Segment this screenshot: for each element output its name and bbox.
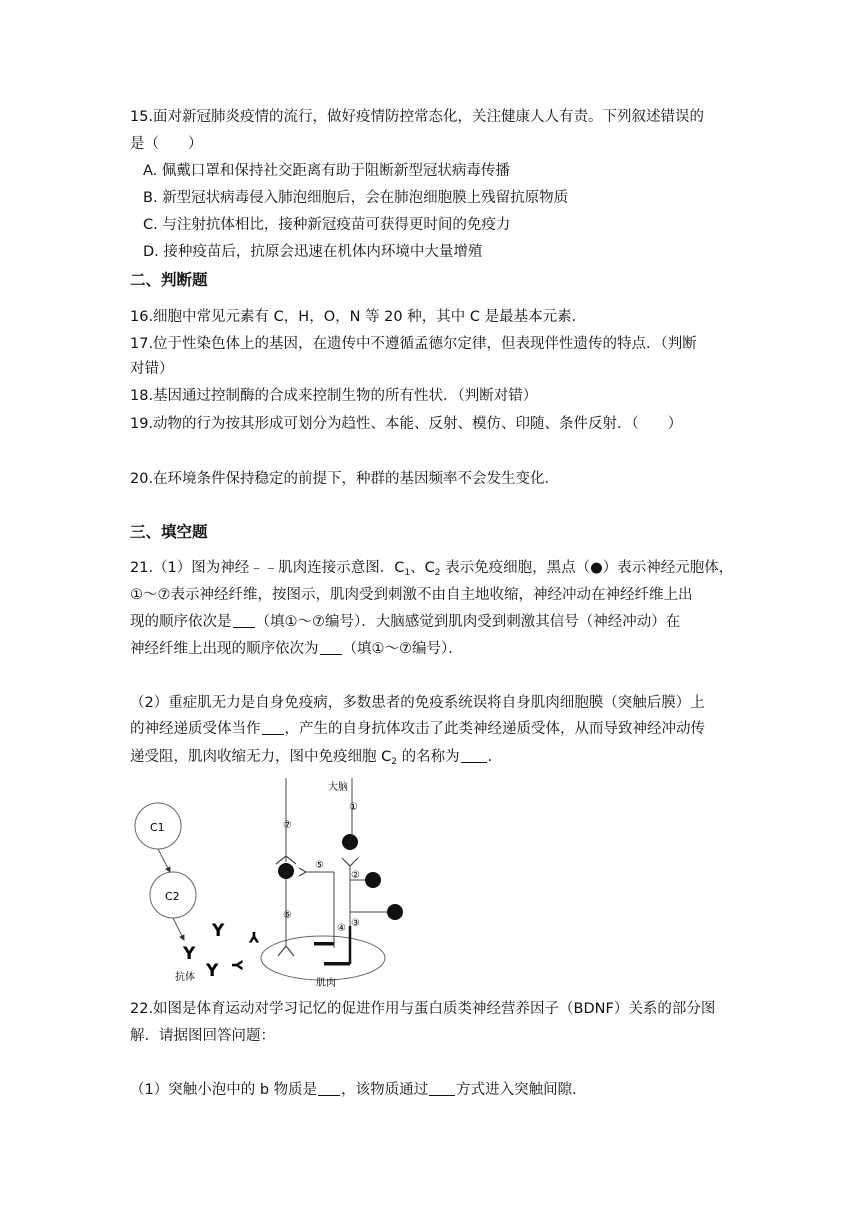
section-heading-judgment: 二、判断题 [130, 271, 208, 289]
text-run: 21.（1）图为神经﹣﹣肌肉连接示意图．C [130, 560, 405, 576]
fiber-label-3: ③ [351, 918, 360, 929]
text-run: 的名称为 [396, 749, 460, 765]
synapse-upper-right [342, 858, 358, 866]
antibody-label: 抗体 [175, 972, 195, 983]
text-run: 表示免疫细胞，黑点（●）表示神经元胞体， [440, 560, 734, 576]
neuron-body [365, 872, 381, 888]
subscript: 1 [404, 568, 411, 578]
section-heading-fill: 三、填空题 [130, 523, 208, 541]
fiber-label-5: ⑤ [315, 860, 324, 871]
q16-text: 16.细胞中常见元素有 C，H，O，N 等 20 种，其中 C 是最基本元素． [130, 309, 587, 325]
c2-label: C2 [165, 890, 180, 903]
text-run: （填①～⑦编号）．大脑感觉到肌肉受到刺激其信号（神经冲动）在 [255, 614, 681, 630]
q21-p1-line2: ①～⑦表示神经纤维，按图示，肌肉受到刺激不由自主地收缩，神经冲动在神经纤维上出 [130, 587, 693, 603]
q15-option-b: B. 新型冠状病毒侵入肺泡细胞后，会在肺泡细胞膜上残留抗原物质 [143, 190, 569, 206]
q20-text: 20.在环境条件保持稳定的前提下，种群的基因频率不会发生变化． [130, 471, 560, 487]
q21-p2-line1: （2）重症肌无力是自身免疫病，多数患者的免疫系统误将自身肌肉细胞膜（突触后膜）上 [130, 695, 705, 711]
neuron-body [387, 904, 403, 920]
text-run: ，该物质通过 [341, 1082, 429, 1098]
subscript: 2 [391, 757, 397, 767]
q17-line1: 17.位于性染色体上的基因，在遗传中不遵循孟德尔定律，但表现伴性遗传的特点．（判断 [130, 336, 697, 352]
fiber-label-4: ④ [337, 923, 346, 934]
motor-end-plate [278, 946, 294, 956]
q18-text: 18.基因通过控制酶的合成来控制生物的所有性状．（判断对错） [130, 388, 538, 404]
arrow-c1-c2 [158, 849, 170, 872]
answer-blank[interactable] [429, 1081, 455, 1096]
c1-label: C1 [150, 821, 165, 834]
receptor-bar [314, 942, 334, 946]
neuron-body [278, 863, 294, 879]
text-run: 、C [410, 560, 435, 576]
q15-stem-line1: 15.面对新冠肺炎疫情的流行，做好疫情防控常态化，关注健康人人有责。下列叙述错误的 [130, 109, 705, 125]
antibody-shape: Y [248, 928, 259, 944]
answer-blank[interactable] [233, 613, 255, 628]
q17-line2: 对错） [130, 361, 174, 377]
text-run: 神经纤维上出现的顺序依次为 [130, 641, 319, 657]
answer-blank[interactable] [318, 1081, 340, 1096]
antibody-shape: Y [228, 960, 244, 971]
q15-option-a: A. 佩戴口罩和保持社交距离有助于阻断新型冠状病毒传播 [143, 163, 510, 179]
text-run: ． [487, 749, 503, 765]
neuron-body [342, 834, 358, 850]
text-run: （1）突触小泡中的 b 物质是 [130, 1082, 318, 1098]
q15-stem-line2: 是（ ） [130, 136, 203, 152]
text-run: 的神经递质受体当作 [130, 721, 261, 737]
q22-line3 [130, 1079, 587, 1101]
text-run: 递受阻，肌肉收缩无力，图中免疫细胞 C [130, 749, 392, 765]
q19-text: 19.动物的行为按其形成可划分为趋性、本能、反射、模仿、印随、条件反射．（ ） [130, 416, 683, 432]
nerve-muscle-diagram [128, 776, 418, 988]
fiber-label-2: ② [351, 870, 360, 881]
q21-p1-line1 [130, 557, 733, 579]
q15-option-c: C. 与注射抗体相比，接种新冠疫苗可获得更时间的免疫力 [143, 217, 511, 233]
antibody-shape: Y [206, 961, 219, 981]
subscript: 2 [434, 568, 441, 578]
q21-p1-line3 [130, 611, 680, 633]
fiber-label-1: ① [349, 802, 358, 813]
text-run: （填①～⑦编号）． [342, 641, 463, 657]
answer-blank[interactable] [262, 720, 284, 735]
q21-p2-line3 [130, 746, 502, 768]
q22-line2: 解．请据图回答问题： [130, 1028, 275, 1044]
q21-p2-line2 [130, 718, 705, 740]
answer-blank[interactable] [320, 640, 342, 655]
antibody-shape: Y [212, 921, 225, 941]
answer-blank[interactable] [461, 748, 487, 763]
antibody-shape: Y [183, 944, 196, 964]
synapse-interneuron [299, 868, 306, 876]
q15-option-d: D. 接种疫苗后，抗原会迅速在机体内环境中大量增殖 [143, 244, 483, 260]
text-run: ，产生的自身抗体攻击了此类神经递质受体，从而导致神经冲动传 [284, 721, 705, 737]
text-run: 现的顺序依次是 [130, 614, 232, 630]
q21-p1-line4 [130, 638, 463, 660]
fiber-label-7: ⑦ [283, 820, 292, 831]
text-run: 方式进入突触间隙． [456, 1082, 587, 1098]
brain-label: 大脑 [328, 782, 348, 793]
q22-line1: 22.如图是体育运动对学习记忆的促进作用与蛋白质类神经营养因子（BDNF）关系的部分图 [130, 1001, 716, 1017]
muscle-label: 肌肉 [316, 978, 336, 988]
arrow-c2-antibody [173, 918, 184, 940]
receptor-bar [324, 962, 350, 966]
fiber-label-6: ⑥ [283, 910, 292, 921]
